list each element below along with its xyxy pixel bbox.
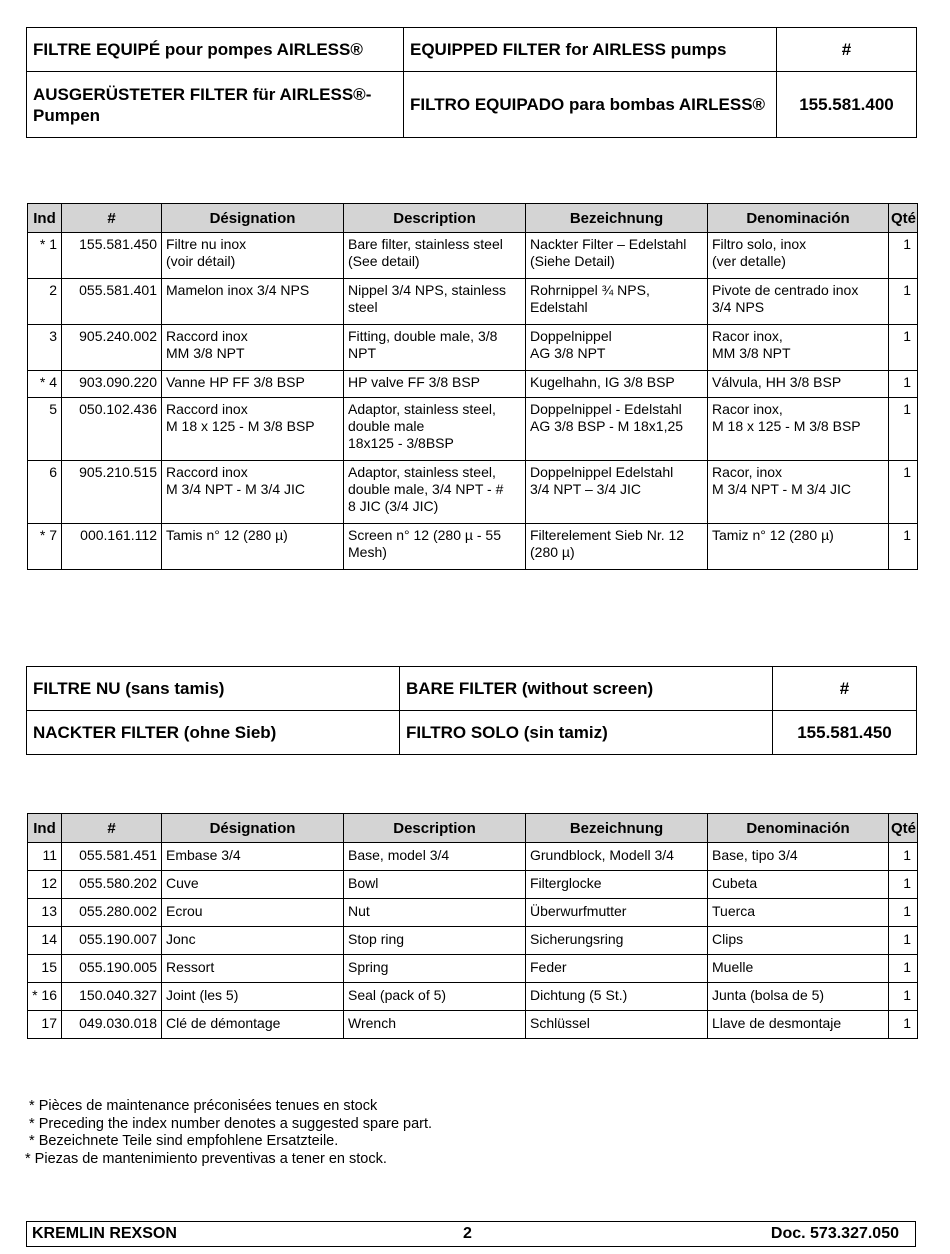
cell-bezeichnung: Schlüssel — [526, 1011, 708, 1039]
cell-ind: 11 — [28, 843, 62, 871]
cell-denominacion: Junta (bolsa de 5) — [708, 983, 889, 1011]
cell-part-number: 049.030.018 — [62, 1011, 162, 1039]
table-row — [28, 461, 918, 524]
col-designation: Désignation — [162, 814, 344, 843]
footer-doc-number: Doc. 573.327.050 — [770, 1225, 899, 1242]
cell-qty: 1 — [889, 1011, 918, 1039]
table-row — [28, 899, 918, 927]
cell-bezeichnung: Doppelnippel Edelstahl 3/4 NPT – 3/4 JIC — [526, 461, 708, 524]
table-row — [28, 233, 918, 279]
note-line: * Piezas de mantenimiento preventivas a tener en stock. — [25, 1150, 387, 1167]
cell-part-number: 000.161.112 — [62, 524, 162, 570]
cell-description: Screen n° 12 (280 µ - 55 Mesh) — [344, 524, 526, 570]
cell-designation: Raccord inox MM 3/8 NPT — [162, 325, 344, 371]
table-row — [28, 398, 918, 461]
header1-en: EQUIPPED FILTER for AIRLESS pumps — [404, 28, 777, 72]
cell-denominacion: Racor, inox M 3/4 NPT - M 3/4 JIC — [708, 461, 889, 524]
cell-denominacion: Pivote de centrado inox 3/4 NPS — [708, 279, 889, 325]
cell-designation: Filtre nu inox (voir détail) — [162, 233, 344, 279]
col-designation: Désignation — [162, 204, 344, 233]
cell-part-number: 905.240.002 — [62, 325, 162, 371]
col-qty: Qté — [889, 814, 918, 843]
cell-description: Fitting, double male, 3/8 NPT — [344, 325, 526, 371]
cell-qty: 1 — [889, 524, 918, 570]
cell-description: Base, model 3/4 — [344, 843, 526, 871]
cell-designation: Embase 3/4 — [162, 843, 344, 871]
cell-ind: 17 — [28, 1011, 62, 1039]
cell-part-number: 055.581.401 — [62, 279, 162, 325]
cell-ind: * 16 — [28, 983, 62, 1011]
col-number: # — [62, 204, 162, 233]
table-row — [28, 871, 918, 899]
cell-designation: Cuve — [162, 871, 344, 899]
cell-qty: 1 — [889, 233, 918, 279]
col-ind: Ind — [28, 814, 62, 843]
note-line: * Bezeichnete Teile sind empfohlene Ersatzteile. — [25, 1133, 339, 1149]
cell-part-number: 055.190.005 — [62, 955, 162, 983]
cell-part-number: 050.102.436 — [62, 398, 162, 461]
cell-qty: 1 — [889, 843, 918, 871]
cell-qty: 1 — [889, 325, 918, 371]
cell-qty: 1 — [889, 871, 918, 899]
cell-designation: Raccord inox M 3/4 NPT - M 3/4 JIC — [162, 461, 344, 524]
cell-designation: Clé de démontage — [162, 1011, 344, 1039]
cell-designation: Raccord inox M 18 x 125 - M 3/8 BSP — [162, 398, 344, 461]
table-row — [28, 279, 918, 325]
cell-part-number: 055.580.202 — [62, 871, 162, 899]
cell-description: Wrench — [344, 1011, 526, 1039]
cell-designation: Vanne HP FF 3/8 BSP — [162, 371, 344, 398]
col-bezeichnung: Bezeichnung — [526, 204, 708, 233]
cell-bezeichnung: Feder — [526, 955, 708, 983]
table-row — [28, 524, 918, 570]
col-ind: Ind — [28, 204, 62, 233]
cell-qty: 1 — [889, 371, 918, 398]
table-row — [28, 1011, 918, 1039]
cell-denominacion: Racor inox, MM 3/8 NPT — [708, 325, 889, 371]
col-denominacion: Denominación — [708, 204, 889, 233]
cell-qty: 1 — [889, 927, 918, 955]
cell-denominacion: Válvula, HH 3/8 BSP — [708, 371, 889, 398]
cell-bezeichnung: Filterglocke — [526, 871, 708, 899]
cell-bezeichnung: Doppelnippel AG 3/8 NPT — [526, 325, 708, 371]
cell-denominacion: Llave de desmontaje — [708, 1011, 889, 1039]
table-row — [28, 325, 918, 371]
cell-ind: 14 — [28, 927, 62, 955]
cell-bezeichnung: Dichtung (5 St.) — [526, 983, 708, 1011]
header1-es: FILTRO EQUIPADO para bombas AIRLESS® — [404, 72, 777, 138]
note-line: * Pièces de maintenance préconisées tenues en stock — [25, 1098, 378, 1114]
footer-page-number: 2 — [463, 1225, 472, 1242]
cell-qty: 1 — [889, 983, 918, 1011]
cell-qty: 1 — [889, 899, 918, 927]
cell-description: Seal (pack of 5) — [344, 983, 526, 1011]
header1-fr: FILTRE EQUIPÉ pour pompes AIRLESS® — [27, 28, 404, 72]
cell-qty: 1 — [889, 955, 918, 983]
col-bezeichnung: Bezeichnung — [526, 814, 708, 843]
cell-description: Stop ring — [344, 927, 526, 955]
table-row — [28, 955, 918, 983]
cell-ind: * 7 — [28, 524, 62, 570]
page-footer — [26, 1221, 916, 1247]
table-header-row — [28, 814, 918, 843]
col-denominacion: Denominación — [708, 814, 889, 843]
parts-table-equipped-filter — [27, 203, 918, 570]
cell-ind: 5 — [28, 398, 62, 461]
header-box-bare-filter — [26, 666, 917, 755]
cell-qty: 1 — [889, 461, 918, 524]
cell-bezeichnung: Nackter Filter – Edelstahl (Siehe Detail) — [526, 233, 708, 279]
cell-ind: 15 — [28, 955, 62, 983]
header2-de: NACKTER FILTER (ohne Sieb) — [27, 711, 400, 755]
cell-bezeichnung: Filterelement Sieb Nr. 12 (280 µ) — [526, 524, 708, 570]
cell-bezeichnung: Doppelnippel - Edelstahl AG 3/8 BSP - M 18x1,25 — [526, 398, 708, 461]
cell-part-number: 150.040.327 — [62, 983, 162, 1011]
cell-description: Nut — [344, 899, 526, 927]
col-description: Description — [344, 814, 526, 843]
cell-description: Bowl — [344, 871, 526, 899]
cell-description: HP valve FF 3/8 BSP — [344, 371, 526, 398]
cell-part-number: 905.210.515 — [62, 461, 162, 524]
cell-ind: 3 — [28, 325, 62, 371]
cell-denominacion: Cubeta — [708, 871, 889, 899]
cell-designation: Ressort — [162, 955, 344, 983]
cell-part-number: 055.280.002 — [62, 899, 162, 927]
cell-designation: Jonc — [162, 927, 344, 955]
parts-table-bare-filter — [27, 813, 918, 1039]
col-number: # — [62, 814, 162, 843]
header2-es: FILTRO SOLO (sin tamiz) — [400, 711, 773, 755]
cell-denominacion: Tuerca — [708, 899, 889, 927]
cell-description: Adaptor, stainless steel, double male, 3/4 NPT - # 8 JIC (3/4 JIC) — [344, 461, 526, 524]
cell-part-number: 903.090.220 — [62, 371, 162, 398]
header2-fr: FILTRE NU (sans tamis) — [27, 667, 400, 711]
cell-ind: 6 — [28, 461, 62, 524]
header2-number: 155.581.450 — [773, 711, 917, 755]
cell-designation: Ecrou — [162, 899, 344, 927]
col-qty: Qté — [889, 204, 918, 233]
header2-en: BARE FILTER (without screen) — [400, 667, 773, 711]
cell-part-number: 055.581.451 — [62, 843, 162, 871]
footer-company: KREMLIN REXSON — [32, 1225, 177, 1242]
cell-ind: 2 — [28, 279, 62, 325]
cell-bezeichnung: Sicherungsring — [526, 927, 708, 955]
cell-part-number: 155.581.450 — [62, 233, 162, 279]
cell-bezeichnung: Überwurfmutter — [526, 899, 708, 927]
spare-part-notes — [25, 1098, 432, 1168]
cell-denominacion: Base, tipo 3/4 — [708, 843, 889, 871]
cell-ind: 12 — [28, 871, 62, 899]
cell-qty: 1 — [889, 279, 918, 325]
header-box-equipped-filter — [26, 27, 917, 138]
table-row — [28, 371, 918, 398]
cell-designation: Tamis n° 12 (280 µ) — [162, 524, 344, 570]
table-header-row — [28, 204, 918, 233]
cell-description: Adaptor, stainless steel, double male 18x125 - 3/8BSP — [344, 398, 526, 461]
cell-denominacion: Tamiz n° 12 (280 µ) — [708, 524, 889, 570]
cell-denominacion: Racor inox, M 18 x 125 - M 3/8 BSP — [708, 398, 889, 461]
cell-denominacion: Muelle — [708, 955, 889, 983]
header1-hash: # — [777, 28, 917, 72]
table-row — [28, 843, 918, 871]
header1-de: AUSGERÜSTETER FILTER für AIRLESS®-Pumpen — [27, 72, 404, 138]
cell-ind: * 4 — [28, 371, 62, 398]
cell-ind: 13 — [28, 899, 62, 927]
cell-bezeichnung: Kugelhahn, IG 3/8 BSP — [526, 371, 708, 398]
cell-part-number: 055.190.007 — [62, 927, 162, 955]
cell-bezeichnung: Grundblock, Modell 3/4 — [526, 843, 708, 871]
cell-description: Bare filter, stainless steel (See detail) — [344, 233, 526, 279]
col-description: Description — [344, 204, 526, 233]
cell-designation: Joint (les 5) — [162, 983, 344, 1011]
cell-bezeichnung: Rohrnippel ¾ NPS, Edelstahl — [526, 279, 708, 325]
cell-qty: 1 — [889, 398, 918, 461]
cell-denominacion: Clips — [708, 927, 889, 955]
header2-hash: # — [773, 667, 917, 711]
cell-ind: * 1 — [28, 233, 62, 279]
table-row — [28, 927, 918, 955]
cell-denominacion: Filtro solo, inox (ver detalle) — [708, 233, 889, 279]
cell-designation: Mamelon inox 3/4 NPS — [162, 279, 344, 325]
cell-description: Nippel 3/4 NPS, stainless steel — [344, 279, 526, 325]
table-row — [28, 983, 918, 1011]
cell-description: Spring — [344, 955, 526, 983]
header1-number: 155.581.400 — [777, 72, 917, 138]
note-line: * Preceding the index number denotes a suggested spare part. — [25, 1115, 433, 1132]
